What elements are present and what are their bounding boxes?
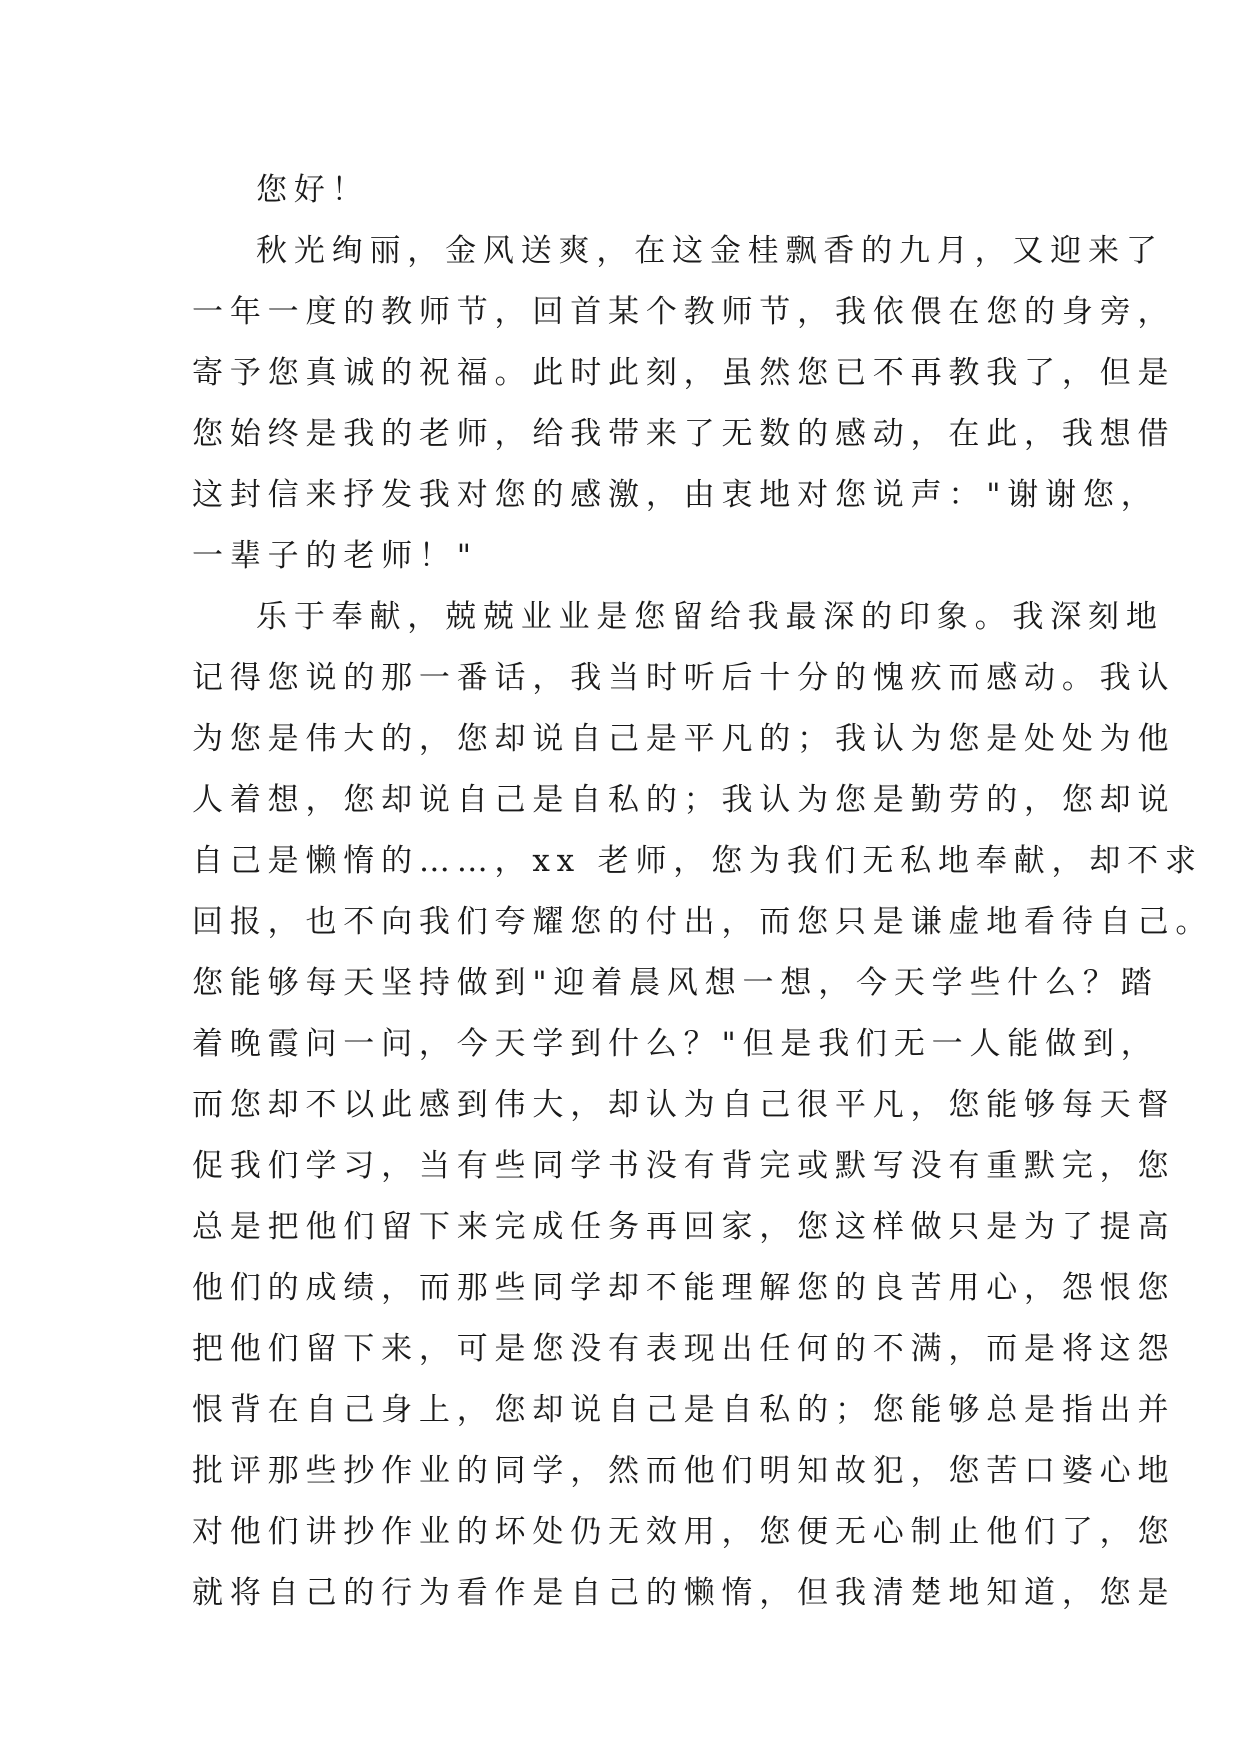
text-line: 恨背在自己身上，您却说自己是自私的；您能够总是指出并 <box>192 1392 1176 1428</box>
text-line: 记得您说的那一番话，我当时听后十分的愧疚而感动。我认 <box>192 660 1176 696</box>
text-line: 着晚霞问一问，今天学到什么？"但是我们无一人能做到， <box>192 1026 1159 1062</box>
text-line: 寄予您真诚的祝福。此时此刻，虽然您已不再教我了，但是 <box>192 355 1176 391</box>
text-line: 把他们留下来，可是您没有表现出任何的不满，而是将这怨 <box>192 1331 1176 1367</box>
text-line: 人着想，您却说自己是自私的；我认为您是勤劳的，您却说 <box>192 782 1176 818</box>
text-line: 一辈子的老师！" <box>192 538 478 574</box>
text-line: 一年一度的教师节，回首某个教师节，我依偎在您的身旁， <box>192 294 1176 330</box>
text-line: 批评那些抄作业的同学，然而他们明知故犯，您苦口婆心地 <box>192 1453 1176 1489</box>
text-line: 自己是懒惰的……，xx 老师，您为我们无私地奉献，却不求 <box>192 843 1203 879</box>
text-line: 对他们讲抄作业的坏处仍无效用，您便无心制止他们了，您 <box>192 1514 1176 1550</box>
text-line: 乐于奉献，兢兢业业是您留给我最深的印象。我深刻地 <box>256 599 1164 635</box>
text-line: 总是把他们留下来完成任务再回家，您这样做只是为了提高 <box>192 1209 1176 1245</box>
text-line: 而您却不以此感到伟大，却认为自己很平凡，您能够每天督 <box>192 1087 1176 1123</box>
text-line: 秋光绚丽，金风送爽，在这金桂飘香的九月，又迎来了 <box>256 233 1164 269</box>
text-line: 回报，也不向我们夸耀您的付出，而您只是谦虚地看待自己。 <box>192 904 1214 940</box>
text-line: 促我们学习，当有些同学书没有背完或默写没有重默完，您 <box>192 1148 1176 1184</box>
text-line: 您始终是我的老师，给我带来了无数的感动，在此，我想借 <box>192 416 1176 452</box>
text-line: 为您是伟大的，您却说自己是平凡的；我认为您是处处为他 <box>192 721 1176 757</box>
text-line: 就将自己的行为看作是自己的懒惰，但我清楚地知道，您是 <box>192 1575 1176 1611</box>
text-line: 您好！ <box>256 172 370 208</box>
letter-body <box>192 160 1214 1624</box>
text-line: 他们的成绩，而那些同学却不能理解您的良苦用心，怨恨您 <box>192 1270 1176 1306</box>
text-line: 这封信来抒发我对您的感激，由衷地对您说声："谢谢您， <box>192 477 1159 513</box>
text-line: 您能够每天坚持做到"迎着晨风想一想，今天学些什么？踏 <box>192 965 1159 1001</box>
